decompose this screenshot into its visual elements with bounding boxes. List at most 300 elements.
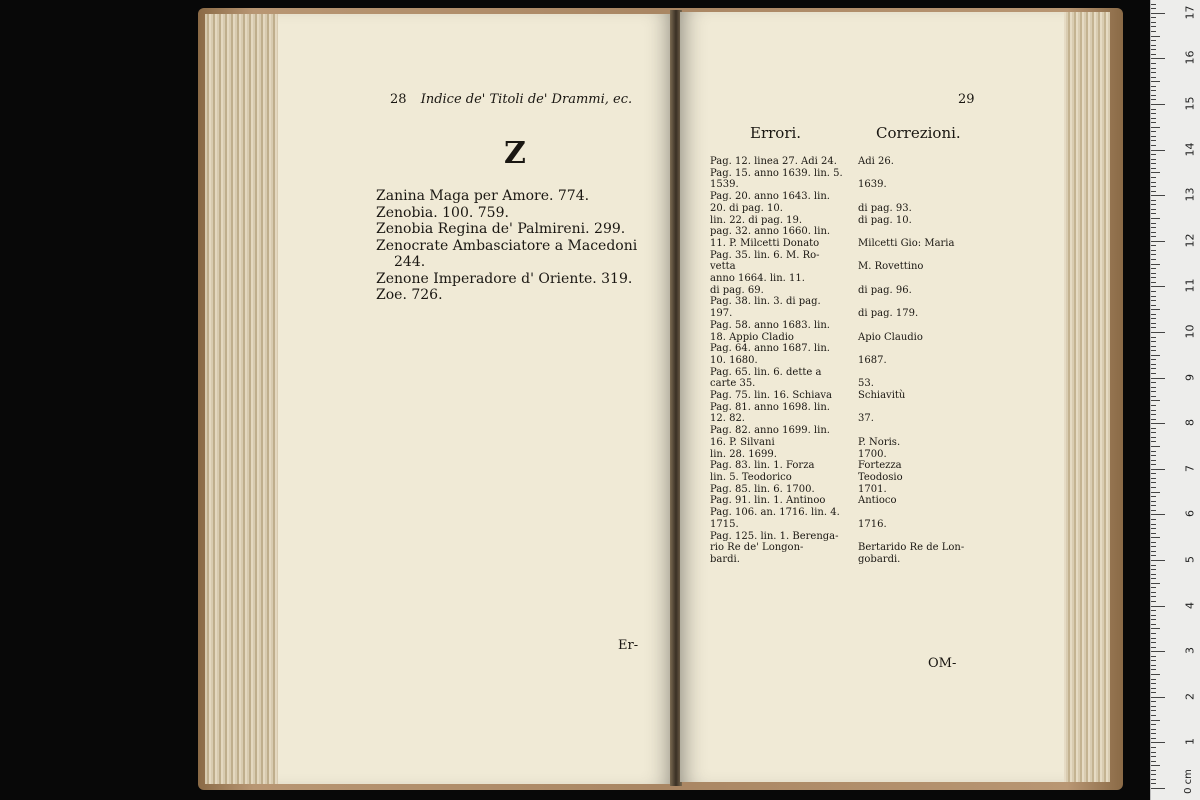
error-cell: di pag. 69.: [710, 284, 764, 296]
ruler-tick: [1151, 232, 1156, 233]
errata-row: [710, 203, 1080, 215]
correction-cell: 1687.: [858, 354, 887, 366]
index-entry: Zenobia. 100. 759.: [376, 204, 509, 221]
ruler-tick: [1151, 309, 1160, 310]
ruler-tick: [1151, 58, 1165, 59]
ruler-tick: [1151, 150, 1165, 151]
ruler-tick: [1151, 455, 1156, 456]
ruler-tick: [1151, 145, 1156, 146]
errata-row: [710, 390, 1080, 402]
errata-row: [710, 191, 1080, 203]
ruler-number: 11: [1183, 278, 1197, 293]
ruler-tick: [1151, 350, 1156, 351]
ruler-tick: [1151, 136, 1156, 137]
errata-row: [710, 296, 1080, 308]
correction-cell: 1700.: [858, 448, 887, 460]
ruler-tick: [1151, 647, 1156, 648]
index-entry: Zenone Imperadore d' Oriente. 319.: [376, 270, 633, 287]
ruler-tick: [1151, 236, 1156, 237]
error-cell: lin. 28. 1699.: [710, 448, 777, 460]
error-cell: Pag. 64. anno 1687. lin.: [710, 343, 830, 355]
ruler-tick: [1151, 17, 1156, 18]
error-cell: Pag. 38. lin. 3. di pag.: [710, 296, 821, 308]
ruler-tick: [1151, 765, 1160, 766]
ruler-tick: [1151, 341, 1156, 342]
ruler-tick: [1151, 752, 1156, 753]
errata-row: [710, 226, 1080, 238]
left-catchword: Er-: [618, 638, 639, 653]
error-cell: Pag. 82. anno 1699. lin.: [710, 425, 830, 437]
ruler-tick: [1151, 482, 1156, 483]
ruler-tick: [1151, 524, 1156, 525]
ruler-tick: [1151, 492, 1160, 493]
ruler-number: 1: [1183, 738, 1197, 746]
ruler-tick: [1151, 81, 1160, 82]
error-cell: pag. 32. anno 1660. lin.: [710, 226, 831, 238]
correction-cell: [856, 226, 858, 238]
ruler-tick: [1151, 537, 1160, 538]
error-cell: 1715.: [710, 518, 739, 530]
ruler-tick: [1151, 277, 1156, 278]
ruler-tick: [1151, 542, 1156, 543]
ruler-tick: [1151, 756, 1156, 757]
error-cell: 12. 82.: [710, 413, 745, 425]
errata-row: [710, 238, 1080, 250]
ruler-tick: [1151, 446, 1160, 447]
ruler-tick: [1151, 770, 1156, 771]
ruler-number: 10: [1183, 324, 1197, 339]
ruler-tick: [1151, 642, 1156, 643]
ruler-tick: [1151, 633, 1156, 634]
ruler-tick: [1151, 286, 1165, 287]
ruler-tick: [1151, 364, 1156, 365]
ruler-tick: [1151, 200, 1156, 201]
ruler-tick: [1151, 665, 1156, 666]
ruler-tick: [1151, 337, 1156, 338]
ruler-tick: [1151, 54, 1156, 55]
ruler-tick: [1151, 742, 1165, 743]
ruler-number: 15: [1183, 96, 1197, 111]
ruler-number: 17: [1183, 5, 1197, 20]
ruler-tick: [1151, 259, 1156, 260]
ruler-tick: [1151, 291, 1156, 292]
ruler-number: 6: [1183, 510, 1197, 518]
errata-row: [710, 472, 1080, 484]
errata-row: [710, 495, 1080, 507]
ruler-tick: [1151, 104, 1165, 105]
ruler-tick: [1151, 419, 1156, 420]
ruler-tick: [1151, 327, 1156, 328]
errata-row: [710, 332, 1080, 344]
ruler-number: 16: [1183, 50, 1197, 65]
ruler-tick: [1151, 660, 1156, 661]
errata-row: [710, 519, 1080, 531]
ruler-tick: [1151, 501, 1156, 502]
ruler-tick: [1151, 109, 1156, 110]
ruler-tick: [1151, 710, 1156, 711]
ruler-tick: [1151, 601, 1156, 602]
ruler-tick: [1151, 400, 1160, 401]
ruler-tick: [1151, 546, 1156, 547]
index-entry: Zanina Maga per Amore. 774.: [376, 188, 590, 204]
correction-cell: Schiavitù: [858, 390, 906, 402]
ruler-tick: [1151, 387, 1156, 388]
errata-row: [710, 261, 1080, 273]
error-cell: lin. 5. Teodorico: [710, 471, 792, 483]
errata-row: [710, 425, 1080, 437]
correction-cell: 1639.: [858, 179, 887, 191]
error-cell: 11. P. Milcetti Donato: [710, 237, 820, 249]
ruler-tick: [1151, 49, 1156, 50]
error-cell: Pag. 35. lin. 6. M. Ro-: [710, 249, 820, 261]
error-cell: bardi.: [710, 553, 740, 565]
ruler-tick: [1151, 8, 1156, 9]
ruler-tick: [1151, 241, 1165, 242]
ruler-tick: [1151, 245, 1156, 246]
error-cell: vetta: [710, 261, 736, 273]
ruler-tick: [1151, 26, 1156, 27]
ruler-tick: [1151, 346, 1156, 347]
ruler-tick: [1151, 250, 1156, 251]
ruler-tick: [1151, 195, 1165, 196]
error-cell: Pag. 106. an. 1716. lin. 4.: [710, 507, 840, 519]
errata-row: [710, 168, 1080, 180]
error-cell: Pag. 85. lin. 6. 1700.: [710, 483, 815, 495]
ruler-tick: [1151, 204, 1156, 205]
right-catchword: OM-: [928, 656, 957, 671]
correction-cell: 1701.: [858, 483, 887, 495]
left-page-number: 28: [390, 92, 407, 107]
ruler-tick: [1151, 574, 1156, 575]
correction-cell: Fortezza: [858, 460, 902, 472]
ruler-tick: [1151, 72, 1156, 73]
correction-cell: [856, 425, 858, 437]
errata-row: [710, 484, 1080, 496]
ruler-tick: [1151, 464, 1156, 465]
ruler-tick: [1151, 451, 1156, 452]
ruler-number: 14: [1183, 142, 1197, 157]
errata-row: [710, 273, 1080, 285]
ruler-number: 9: [1183, 373, 1197, 381]
ruler-tick: [1151, 733, 1156, 734]
correction-cell: [856, 320, 858, 332]
ruler-tick: [1151, 86, 1156, 87]
error-cell: Pag. 58. anno 1683. lin.: [710, 319, 830, 331]
section-letter: Z: [504, 136, 526, 171]
ruler-tick: [1151, 505, 1156, 506]
ruler-tick: [1151, 209, 1156, 210]
error-cell: Pag. 12. linea 27. Adi 24.: [710, 156, 837, 167]
right-page-number: 29: [958, 92, 975, 107]
ruler-number: 12: [1183, 233, 1197, 248]
errata-row: [710, 449, 1080, 461]
ruler-tick: [1151, 437, 1156, 438]
ruler-tick: [1151, 118, 1156, 119]
ruler-tick: [1151, 587, 1156, 588]
ruler-tick: [1151, 487, 1156, 488]
errata-table: [710, 156, 1080, 566]
ruler-tick: [1151, 177, 1156, 178]
ruler-tick: [1151, 396, 1156, 397]
correction-cell: 1716.: [858, 518, 887, 530]
correction-cell: [856, 531, 858, 543]
errata-row: [710, 437, 1080, 449]
ruler-tick: [1151, 638, 1156, 639]
ruler-tick: [1151, 715, 1156, 716]
ruler-tick: [1151, 296, 1156, 297]
ruler-tick: [1151, 373, 1156, 374]
ruler-tick: [1151, 560, 1165, 561]
ruler-tick: [1151, 182, 1156, 183]
correction-cell: 37.: [858, 413, 874, 425]
errata-row: [710, 507, 1080, 519]
correction-cell: [856, 250, 858, 262]
left-header-title: Indice de' Titoli de' Drammi, ec.: [420, 92, 633, 107]
error-cell: 1539.: [710, 179, 739, 191]
ruler-tick: [1151, 624, 1156, 625]
ruler-tick: [1151, 783, 1156, 784]
correction-cell: di pag. 10.: [858, 214, 912, 226]
ruler-tick: [1151, 683, 1156, 684]
ruler-tick: [1151, 788, 1165, 789]
errata-row: [710, 156, 1080, 168]
error-cell: Pag. 20. anno 1643. lin.: [710, 191, 830, 203]
ruler-tick: [1151, 63, 1156, 64]
error-cell: rio Re de' Longon-: [710, 542, 804, 554]
ruler-tick: [1151, 254, 1156, 255]
ruler-tick: [1151, 186, 1156, 187]
error-cell: lin. 22. di pag. 19.: [710, 214, 803, 226]
ruler-tick: [1151, 13, 1165, 14]
ruler-tick: [1151, 131, 1156, 132]
error-cell: Pag. 81. anno 1698. lin.: [710, 401, 830, 413]
correction-cell: di pag. 93.: [858, 202, 912, 214]
ruler-tick: [1151, 533, 1156, 534]
errata-row: [710, 215, 1080, 227]
ruler-tick: [1151, 478, 1156, 479]
ruler-tick: [1151, 761, 1156, 762]
ruler-tick: [1151, 610, 1156, 611]
ruler-tick: [1151, 688, 1156, 689]
ruler-tick: [1151, 596, 1156, 597]
ruler-tick: [1151, 122, 1156, 123]
correction-cell: Apio Claudio: [858, 331, 923, 343]
ruler-tick: [1151, 368, 1156, 369]
ruler-number: 5: [1183, 556, 1197, 563]
errata-row: [710, 308, 1080, 320]
errata-row: [710, 402, 1080, 414]
ruler-tick: [1151, 168, 1156, 169]
measuring-ruler: [1150, 0, 1200, 800]
ruler-tick: [1151, 391, 1156, 392]
ruler-tick: [1151, 701, 1156, 702]
ruler-unit-label: 0 cm: [1182, 769, 1194, 794]
correction-cell: Bertarido Re de Lon-: [858, 542, 965, 554]
ruler-tick: [1151, 510, 1156, 511]
correction-cell: [856, 343, 858, 355]
ruler-tick: [1151, 619, 1156, 620]
ruler-tick: [1151, 473, 1156, 474]
correction-cell: [856, 402, 858, 414]
index-entry: Zenocrate Ambasciatore a Macedoni: [376, 237, 638, 254]
ruler-tick: [1151, 40, 1156, 41]
errata-row: [710, 378, 1080, 390]
ruler-tick: [1151, 555, 1156, 556]
ruler-tick: [1151, 31, 1156, 32]
ruler-tick: [1151, 213, 1156, 214]
errata-row: [710, 413, 1080, 425]
ruler-tick: [1151, 679, 1156, 680]
index-entry: Zoe. 726.: [376, 287, 443, 303]
ruler-tick: [1151, 90, 1156, 91]
ruler-tick: [1151, 318, 1156, 319]
ruler-tick: [1151, 606, 1165, 607]
correction-cell: [856, 296, 858, 308]
ruler-tick: [1151, 163, 1156, 164]
errata-row: [710, 460, 1080, 472]
ruler-tick: [1151, 428, 1156, 429]
ruler-tick: [1151, 314, 1156, 315]
index-entries: [376, 188, 666, 304]
errata-row: [710, 554, 1080, 566]
ruler-tick: [1151, 615, 1156, 616]
errata-row: [710, 531, 1080, 543]
correction-cell: [856, 367, 858, 379]
ruler-tick: [1151, 159, 1156, 160]
errata-row: [710, 542, 1080, 554]
ruler-tick: [1151, 382, 1156, 383]
ruler-number: 3: [1183, 647, 1197, 655]
correction-cell: [856, 507, 858, 519]
ruler-tick: [1151, 460, 1156, 461]
correction-cell: Milcetti Gio: Maria: [858, 237, 955, 249]
ruler-tick: [1151, 332, 1165, 333]
ruler-number: 8: [1183, 419, 1197, 427]
ruler-tick: [1151, 651, 1165, 652]
left-running-head: [390, 92, 632, 107]
ruler-tick: [1151, 323, 1156, 324]
index-entry: 244.: [394, 254, 426, 270]
ruler-tick: [1151, 779, 1156, 780]
errata-row: [710, 367, 1080, 379]
ruler-tick: [1151, 565, 1156, 566]
ruler-tick: [1151, 273, 1156, 274]
ruler-tick: [1151, 227, 1156, 228]
ruler-tick: [1151, 405, 1156, 406]
ruler-tick: [1151, 223, 1156, 224]
ruler-tick: [1151, 432, 1156, 433]
errata-row: [710, 285, 1080, 297]
ruler-number: 7: [1183, 464, 1197, 472]
right-page: [680, 12, 1064, 782]
ruler-tick: [1151, 264, 1160, 265]
ruler-tick: [1151, 4, 1156, 5]
ruler-tick: [1151, 656, 1156, 657]
ruler-tick: [1151, 514, 1165, 515]
ruler-tick: [1151, 113, 1156, 114]
ruler-tick: [1151, 140, 1156, 141]
error-cell: 16. P. Silvani: [710, 436, 775, 448]
ruler-tick: [1151, 300, 1156, 301]
ruler-tick: [1151, 441, 1156, 442]
error-cell: 197.: [710, 308, 733, 320]
ruler-tick: [1151, 127, 1160, 128]
ruler-tick: [1151, 68, 1156, 69]
ruler-tick: [1151, 528, 1156, 529]
error-cell: Pag. 91. lin. 1. Antinoo: [710, 495, 826, 507]
left-page: [278, 14, 672, 784]
correction-cell: di pag. 96.: [858, 284, 912, 296]
ruler-tick: [1151, 720, 1160, 721]
ruler-number: 2: [1183, 692, 1197, 700]
ruler-tick: [1151, 99, 1156, 100]
ruler-tick: [1151, 674, 1160, 675]
ruler-tick: [1151, 583, 1160, 584]
ruler-tick: [1151, 378, 1165, 379]
ruler-tick: [1151, 154, 1156, 155]
ruler-number: 4: [1183, 601, 1197, 609]
ruler-tick: [1151, 692, 1156, 693]
ruler-tick: [1151, 738, 1156, 739]
ruler-number: 13: [1183, 187, 1197, 202]
ruler-tick: [1151, 36, 1160, 37]
errata-row: [710, 343, 1080, 355]
error-cell: Pag. 15. anno 1639. lin. 5.: [710, 167, 843, 179]
correction-cell: gobardi.: [858, 553, 901, 565]
errata-row: [710, 250, 1080, 262]
ruler-tick: [1151, 592, 1156, 593]
correction-cell: 53.: [858, 378, 874, 390]
ruler-tick: [1151, 724, 1156, 725]
ruler-tick: [1151, 95, 1156, 96]
ruler-tick: [1151, 45, 1156, 46]
ruler-tick: [1151, 729, 1156, 730]
ruler-tick: [1151, 191, 1156, 192]
ruler-tick: [1151, 706, 1156, 707]
correction-cell: Antioco: [858, 495, 897, 507]
ruler-tick: [1151, 519, 1156, 520]
error-cell: Pag. 83. lin. 1. Forza: [710, 460, 815, 472]
ruler-tick: [1151, 410, 1156, 411]
ruler-tick: [1151, 305, 1156, 306]
ruler-tick: [1151, 77, 1156, 78]
ruler-tick: [1151, 22, 1156, 23]
ruler-tick: [1151, 551, 1156, 552]
error-cell: anno 1664. lin. 11.: [710, 273, 805, 285]
correction-cell: [856, 191, 858, 203]
corrections-heading: Correzioni.: [876, 124, 961, 142]
errata-row: [710, 355, 1080, 367]
correction-cell: M. Rovettino: [858, 261, 924, 273]
error-cell: 20. di pag. 10.: [710, 202, 783, 214]
correction-cell: [856, 168, 858, 180]
ruler-tick: [1151, 359, 1156, 360]
correction-cell: P. Noris.: [858, 436, 901, 448]
errors-heading: Errori.: [750, 124, 802, 142]
error-cell: 10. 1680.: [710, 354, 758, 366]
ruler-tick: [1151, 628, 1160, 629]
ruler-tick: [1151, 282, 1156, 283]
errata-row: [710, 179, 1080, 191]
index-entry: Zenobia Regina de' Palmireni. 299.: [376, 221, 626, 237]
ruler-tick: [1151, 496, 1156, 497]
correction-cell: Adi 26.: [858, 156, 894, 167]
ruler-tick: [1151, 172, 1160, 173]
correction-cell: Teodosio: [858, 471, 903, 483]
error-cell: carte 35.: [710, 378, 756, 390]
ruler-tick: [1151, 268, 1156, 269]
error-cell: Pag. 125. lin. 1. Berenga-: [710, 530, 839, 542]
